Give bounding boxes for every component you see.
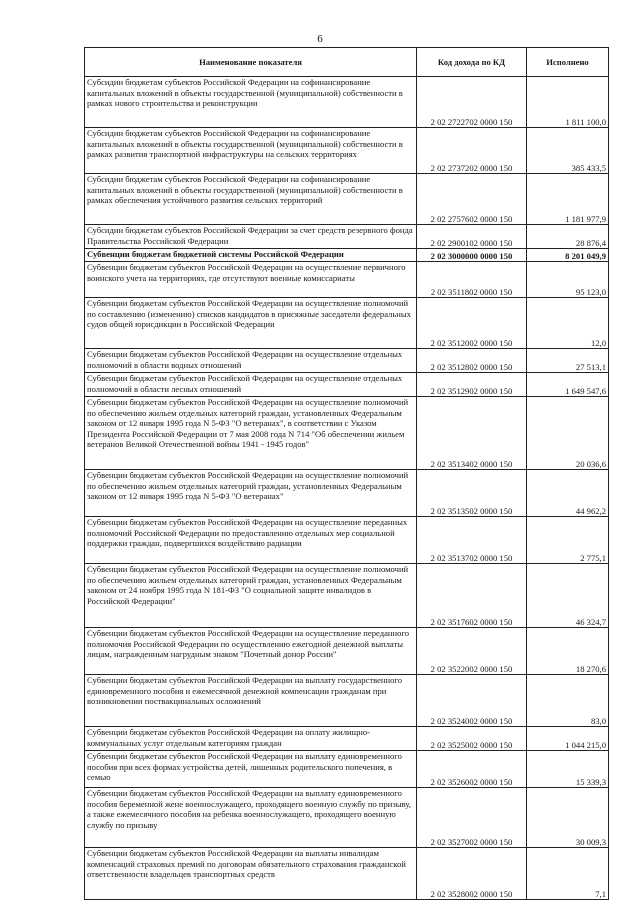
row-executed-value: 28 876,4 [527,225,609,249]
row-income-code: 2 02 3512802 0000 150 [417,349,527,373]
revenue-table [84,47,609,900]
row-executed-value: 15 339,3 [527,751,609,788]
row-income-code: 2 02 3525002 0000 150 [417,727,527,751]
row-executed-value: 8 201 049,9 [527,249,609,262]
row-name: Субвенции бюджетам субъектов Российской Федерации на осуществление полномочий по составлению (изменению) списков кандидатов в присяжные заседатели федеральных судов общей юрисдикции в Российской Федерации [85,298,417,349]
table-body [85,77,609,900]
row-executed-value: 20 036,6 [527,397,609,470]
row-executed-value: 7,1 [527,848,609,900]
row-name: Субсидии бюджетам субъектов Российской Федерации на софинансирование капитальных вложений в объекты государственной (муниципальной) собственности в рамках нового строительства и реконструкции [85,77,417,128]
table-header-row [85,48,609,77]
table-row [85,373,609,397]
row-name: Субвенции бюджетам субъектов Российской Федерации на выплату государственного единовременного пособия и ежемесячной денежной компенсации гражданам при возникновении поствакцинальных осложнений [85,675,417,727]
table-row [85,77,609,128]
row-executed-value: 46 324,7 [527,564,609,628]
row-executed-value: 18 270,6 [527,628,609,675]
row-name: Субвенции бюджетам субъектов Российской Федерации на оплату жилищно-коммунальных услуг отдельным категориям граждан [85,727,417,751]
table-row [85,262,609,298]
table-row [85,174,609,225]
row-income-code: 2 02 3513702 0000 150 [417,517,527,564]
row-income-code: 2 02 3513402 0000 150 [417,397,527,470]
row-name: Субвенции бюджетам бюджетной системы Российской Федерации [85,249,417,262]
row-income-code: 2 02 3524002 0000 150 [417,675,527,727]
row-name: Субсидии бюджетам субъектов Российской Федерации на софинансирование капитальных вложений в объекты государственной (муниципальной) собственности в рамках обеспечения устойчивого развития сельских территорий [85,174,417,225]
row-income-code: 2 02 3000000 0000 150 [417,249,527,262]
row-executed-value: 12,0 [527,298,609,349]
row-name: Субсидии бюджетам субъектов Российской Федерации за счет средств резервного фонда Правительства Российской Федерации [85,225,417,249]
row-name: Субвенции бюджетам субъектов Российской Федерации на осуществление отдельных полномочий в области лесных отношений [85,373,417,397]
header-executed: Исполнено [527,48,609,77]
table-row [85,249,609,262]
table-row [85,848,609,900]
row-income-code: 2 02 3513502 0000 150 [417,470,527,517]
row-executed-value: 30 009,3 [527,788,609,848]
row-executed-value: 27 513,1 [527,349,609,373]
row-income-code: 2 02 2737202 0000 150 [417,128,527,174]
row-income-code: 2 02 2900102 0000 150 [417,225,527,249]
row-name: Субвенции бюджетам субъектов Российской Федерации на выплаты инвалидам компенсаций страховых премий по договорам обязательного страхования гражданской ответственности владельцев транспортных средств [85,848,417,900]
row-name: Субвенции бюджетам субъектов Российской Федерации на выплату единовременного пособия беременной жене военнослужащего, проходящего военную службу по призыву, а также ежемесячного пособия на ребенка военнослужащего, проходящего военную службу по призыву [85,788,417,848]
row-income-code: 2 02 3517602 0000 150 [417,564,527,628]
row-executed-value: 1 649 547,6 [527,373,609,397]
row-name: Субвенции бюджетам субъектов Российской Федерации на осуществление переданных полномочий Российской Федерации по предоставлению отдельных мер социальной поддержки граждан, подвергшихся воздействию радиации [85,517,417,564]
row-executed-value: 1 181 977,9 [527,174,609,225]
row-executed-value: 1 044 215,0 [527,727,609,751]
header-indicator-name: Наименование показателя [85,48,417,77]
table-row [85,397,609,470]
row-name: Субвенции бюджетам субъектов Российской Федерации на осуществление первичного воинского учета на территориях, где отсутствуют военные комиссариаты [85,262,417,298]
table-row [85,470,609,517]
row-name: Субвенции бюджетам субъектов Российской Федерации на осуществление полномочий по обеспечению жильем отдельных категорий граждан, установленных Федеральным законом от 12 января 1995 года N 5-ФЗ "О ветеранах" [85,470,417,517]
row-name: Субсидии бюджетам субъектов Российской Федерации на софинансирование капитальных вложений в объекты государственной (муниципальной) собственности в рамках развития транспортной инфраструктуры на сельских территориях [85,128,417,174]
row-income-code: 2 02 2722702 0000 150 [417,77,527,128]
row-executed-value: 1 811 100,0 [527,77,609,128]
table-row [85,675,609,727]
row-income-code: 2 02 3526002 0000 150 [417,751,527,788]
row-income-code: 2 02 3528002 0000 150 [417,848,527,900]
table-row [85,225,609,249]
row-name: Субвенции бюджетам субъектов Российской Федерации на выплату единовременного пособия при всех формах устройства детей, лишенных родительского попечения, в семью [85,751,417,788]
table-row [85,628,609,675]
table-row [85,564,609,628]
table-row [85,727,609,751]
row-income-code: 2 02 2757602 0000 150 [417,174,527,225]
row-name: Субвенции бюджетам субъектов Российской Федерации на осуществление полномочий по обеспечению жильем отдельных категорий граждан, установленных Федеральным законом от 12 января 1995 года N 5-ФЗ "О ветеранах", в соответствии с Указом Президента Российской Федерации от 7 мая 2008 года N 714 "Об обеспечении жильем ветеранов Великой Отечественной войны 1941 - 1945 годов" [85,397,417,470]
row-executed-value: 2 775,1 [527,517,609,564]
row-income-code: 2 02 3512002 0000 150 [417,298,527,349]
table-row [85,788,609,848]
row-income-code: 2 02 3511802 0000 150 [417,262,527,298]
row-income-code: 2 02 3512902 0000 150 [417,373,527,397]
row-executed-value: 83,0 [527,675,609,727]
row-income-code: 2 02 3522002 0000 150 [417,628,527,675]
table-row [85,298,609,349]
row-executed-value: 95 123,0 [527,262,609,298]
header-income-code: Код дохода по КД [417,48,527,77]
row-name: Субвенции бюджетам субъектов Российской Федерации на осуществление отдельных полномочий в области водных отношений [85,349,417,373]
row-executed-value: 44 962,2 [527,470,609,517]
row-income-code: 2 02 3527002 0000 150 [417,788,527,848]
row-name: Субвенции бюджетам субъектов Российской Федерации на осуществление переданного полномочия Российской Федерации по осуществлению ежегодной денежной выплаты лицам, награжденным нагрудным знаком "Почетный донор России" [85,628,417,675]
table-row [85,751,609,788]
table-row [85,349,609,373]
page-number: 6 [317,33,323,45]
row-executed-value: 385 433,5 [527,128,609,174]
table-row [85,517,609,564]
table-row [85,128,609,174]
row-name: Субвенции бюджетам субъектов Российской Федерации на осуществление полномочий по обеспечению жильем отдельных категорий граждан, установленных Федеральным законом от 24 ноября 1995 года N 181-ФЗ "О социальной защите инвалидов в Российской Федерации" [85,564,417,628]
